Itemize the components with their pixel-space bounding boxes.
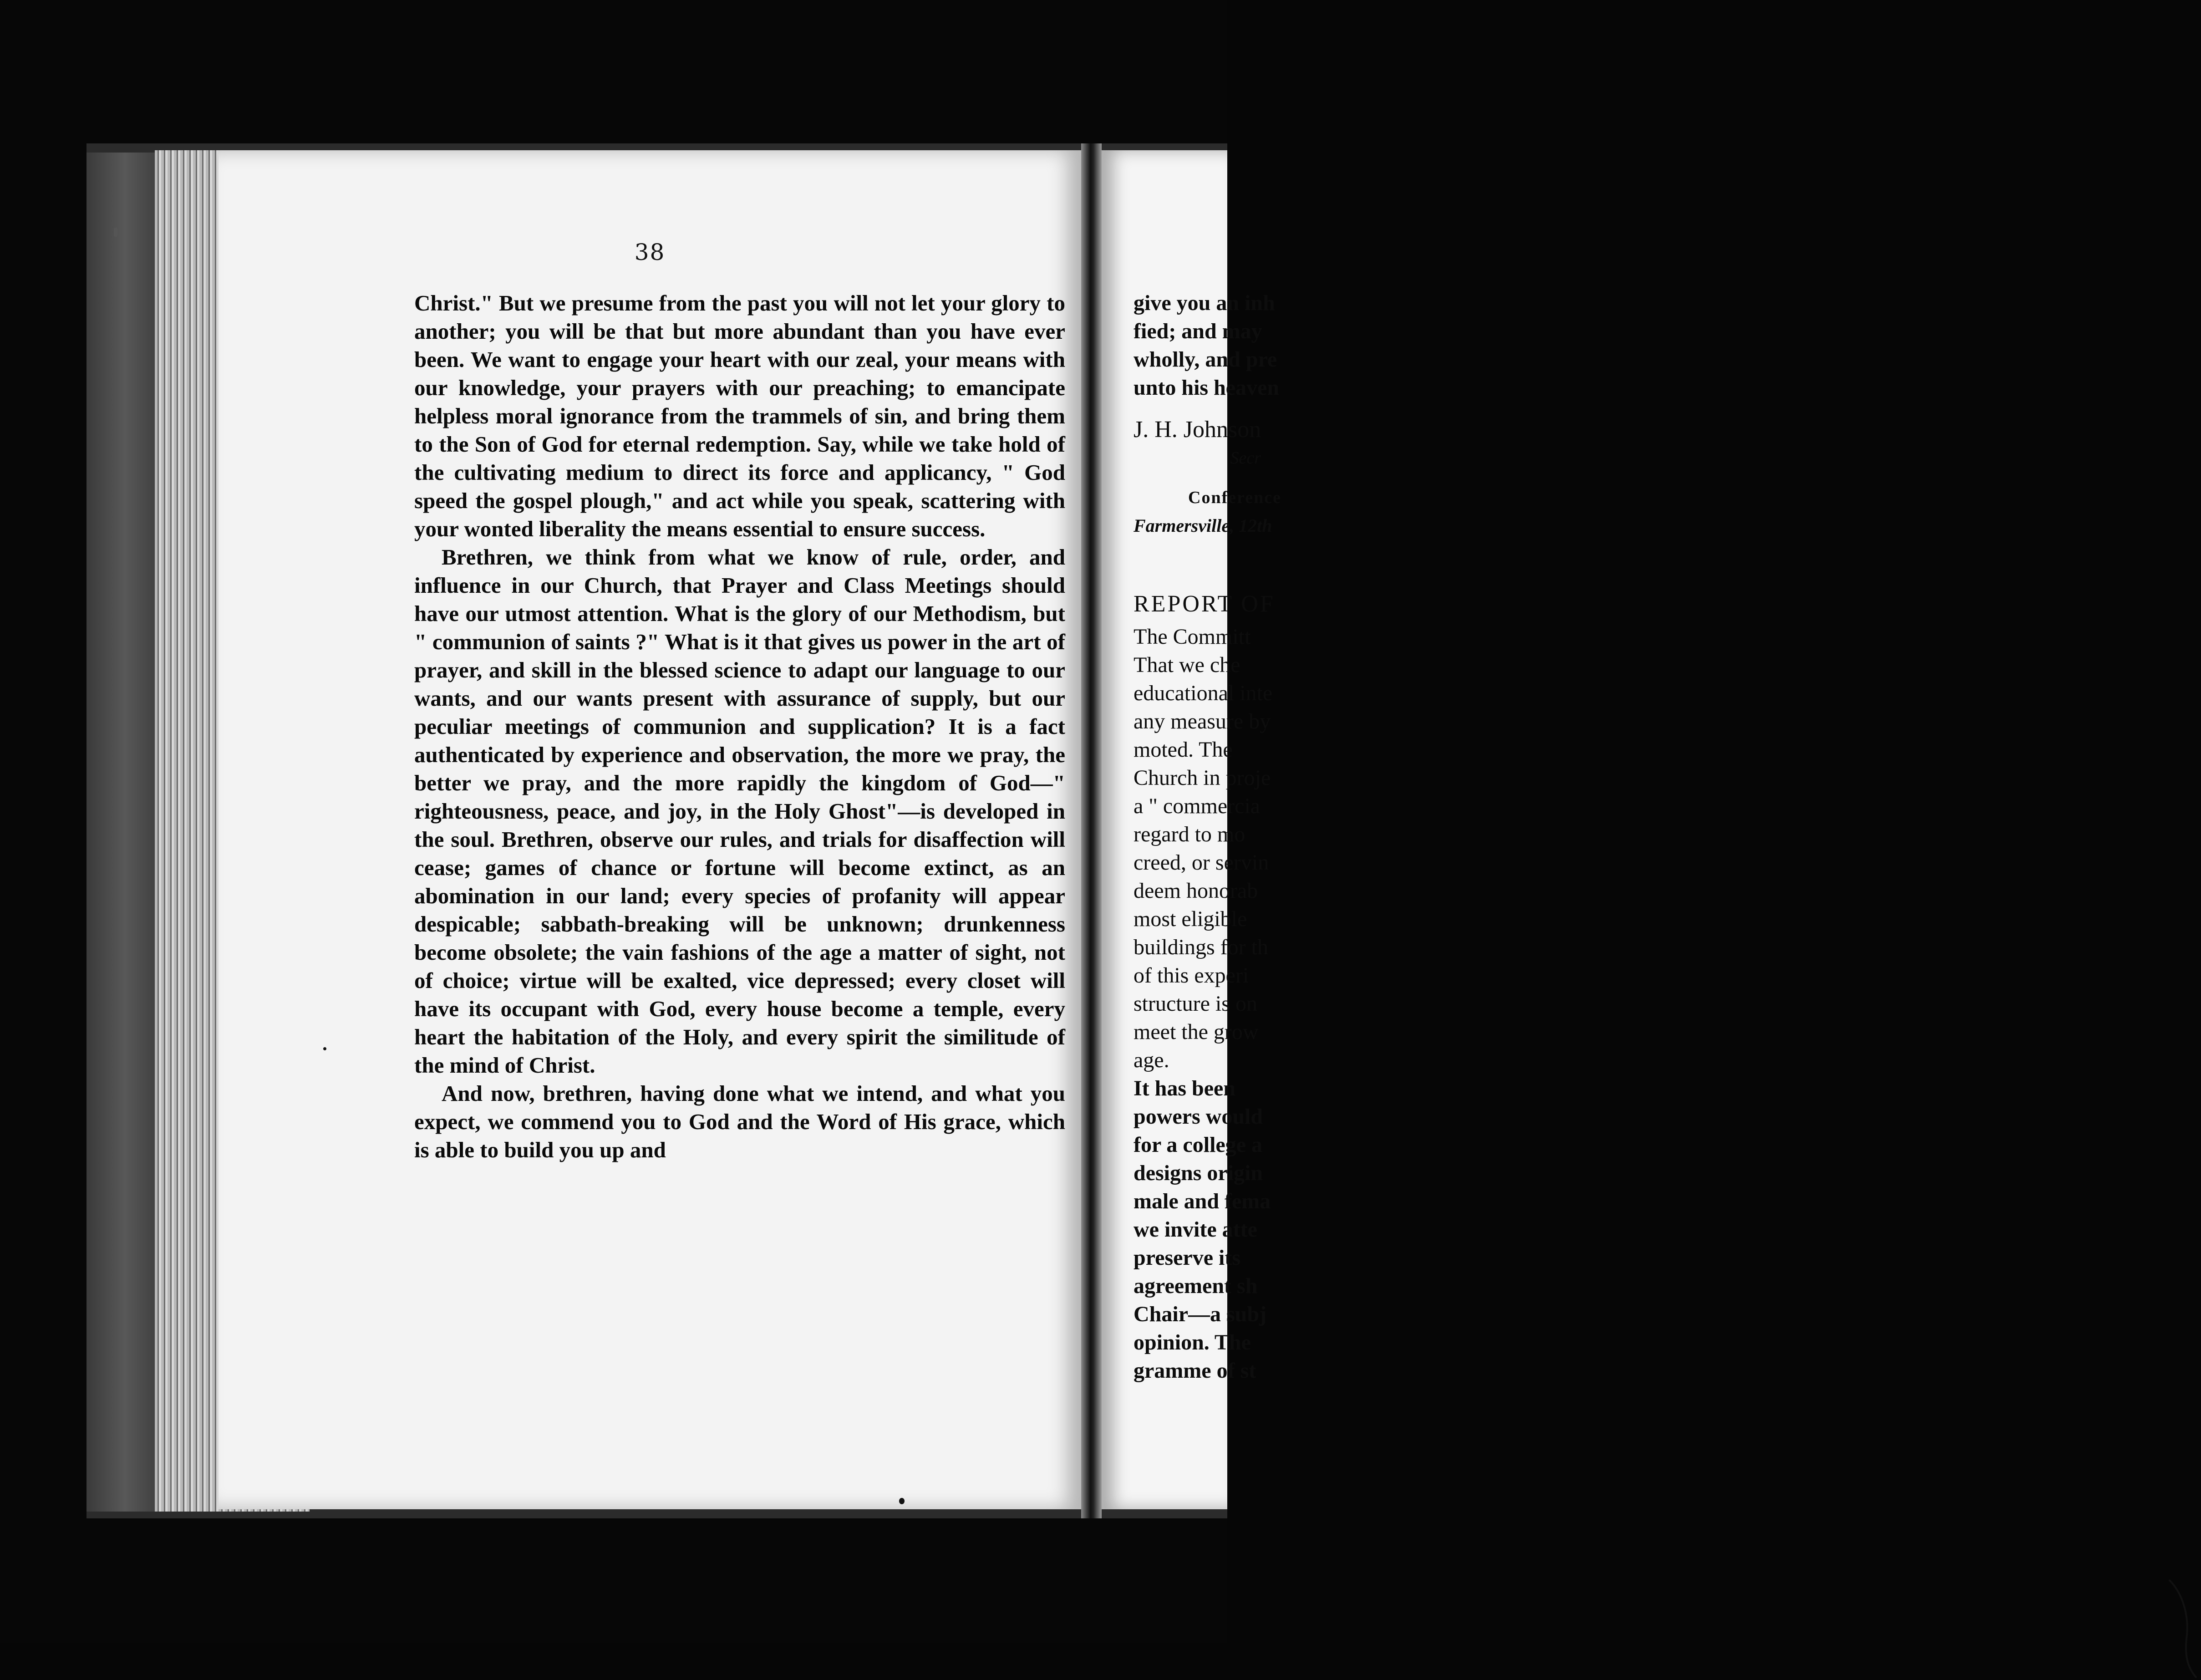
right-line: powers would xyxy=(1134,1105,1263,1129)
right-line: regard to mo xyxy=(1134,822,1245,846)
signature-title: Secr xyxy=(1230,448,1261,468)
right-line: we invite atte xyxy=(1134,1217,1257,1242)
right-line: It has been xyxy=(1134,1076,1236,1100)
pencil-mark xyxy=(2165,1575,2201,1680)
right-line: agreement sh xyxy=(1134,1274,1258,1298)
right-line: for a college a xyxy=(1134,1133,1263,1157)
right-line: deem honorab xyxy=(1134,879,1258,903)
right-line: of this experi xyxy=(1134,963,1249,988)
right-line: creed, or servin xyxy=(1134,850,1269,875)
right-line: most eligible xyxy=(1134,907,1247,931)
right-page xyxy=(1102,150,1282,1509)
conference-date: Farmersville, 12th xyxy=(1134,515,1272,536)
conference-label: Conference xyxy=(1188,488,1282,507)
report-heading: REPORT OF xyxy=(1134,591,1275,617)
right-line: That we che xyxy=(1134,653,1240,677)
paragraph-3: And now, brethren, having done what we intend, and what you expect, we commend you to God and the Word of His grace, which is able to build you up and xyxy=(414,1081,1065,1162)
right-line: designs origin xyxy=(1134,1161,1263,1185)
right-line: The Committ xyxy=(1134,625,1251,649)
right-line: Chair—a subj xyxy=(1134,1302,1267,1326)
right-line: Church in proje xyxy=(1134,766,1271,790)
left-page xyxy=(219,150,1081,1509)
right-line: wholly, and pre xyxy=(1134,347,1277,372)
paragraph-2: Brethren, we think from what we know of rule, order, and influence in our Church, that Prayer and Class Meetings should have our utmost attention. What is the glory of our Methodism, but " communion of saints ?" What is it that gives us power in the art of prayer, and skill in the blessed science to adapt our language to our wants, and our wants present with assurance of supply, but our peculiar meetings of communion and supplication? It is a fact authenticated by experience and observation, the more we pray, the better we pray, and the more rapidly the kingdom of God—" righteousness, peace, and joy, in the Holy Ghost"—is developed in the soul. Brethren, observe our rules, and trials for disaffection will cease; games of chance or fortune will become extinct, as an abomination in our land; every species of profanity will appear despicable; sabbath-breaking will be unknown; drunkenness become obsolete; the vain fashions of the age a matter of sight, not of choice; virtue will be exalted, vice depressed; every closet will have its occupant with God, every house become a temple, every heart the habitation of the Holy, and every spirit the similitude of the mind of Christ. xyxy=(414,545,1065,1078)
film-speck xyxy=(899,1498,905,1504)
right-page-body xyxy=(1134,289,1452,1385)
right-line: a " commercia xyxy=(1134,794,1261,818)
film-dust xyxy=(114,228,117,237)
right-line: any measure by xyxy=(1134,709,1271,733)
right-line: opinion. The xyxy=(1134,1330,1251,1354)
right-line: unto his heaven xyxy=(1134,376,1280,400)
right-line: age. xyxy=(1134,1048,1169,1072)
right-line: moted. The xyxy=(1134,738,1233,762)
right-line: gramme of st xyxy=(1134,1359,1256,1383)
right-line: meet the grow xyxy=(1134,1020,1259,1044)
page-number: 38 xyxy=(634,239,666,265)
right-line: structure is on xyxy=(1134,992,1257,1016)
right-line: educational inte xyxy=(1134,681,1273,705)
paragraph-1: Christ." But we presume from the past you will not let your glory to another; you will be that but more abundant than you have ever been. We want to engage your heart with our zeal, your means with our knowledge, your prayers with our preaching; to emancipate helpless moral ignorance from the trammels of sin, and bring them to the Son of God for eternal redemption. Say, while we take hold of the cultivating medium to direct its force and applicancy, " God speed the gospel plough," and act while you speak, scattering with your wonted liberality the means essential to ensure success. xyxy=(414,290,1065,541)
right-line: fied; and may xyxy=(1134,319,1262,343)
left-page-body xyxy=(414,289,1065,1164)
right-line: give you an inh xyxy=(1134,291,1275,315)
right-line: male and fema xyxy=(1134,1189,1271,1213)
right-line: preserve its xyxy=(1134,1246,1241,1270)
right-line: buildings for th xyxy=(1134,935,1268,959)
book-gutter xyxy=(1081,143,1102,1518)
film-speck xyxy=(323,1047,326,1050)
open-book xyxy=(86,143,1282,1518)
signature-name: J. H. Johnson xyxy=(1134,417,1261,443)
